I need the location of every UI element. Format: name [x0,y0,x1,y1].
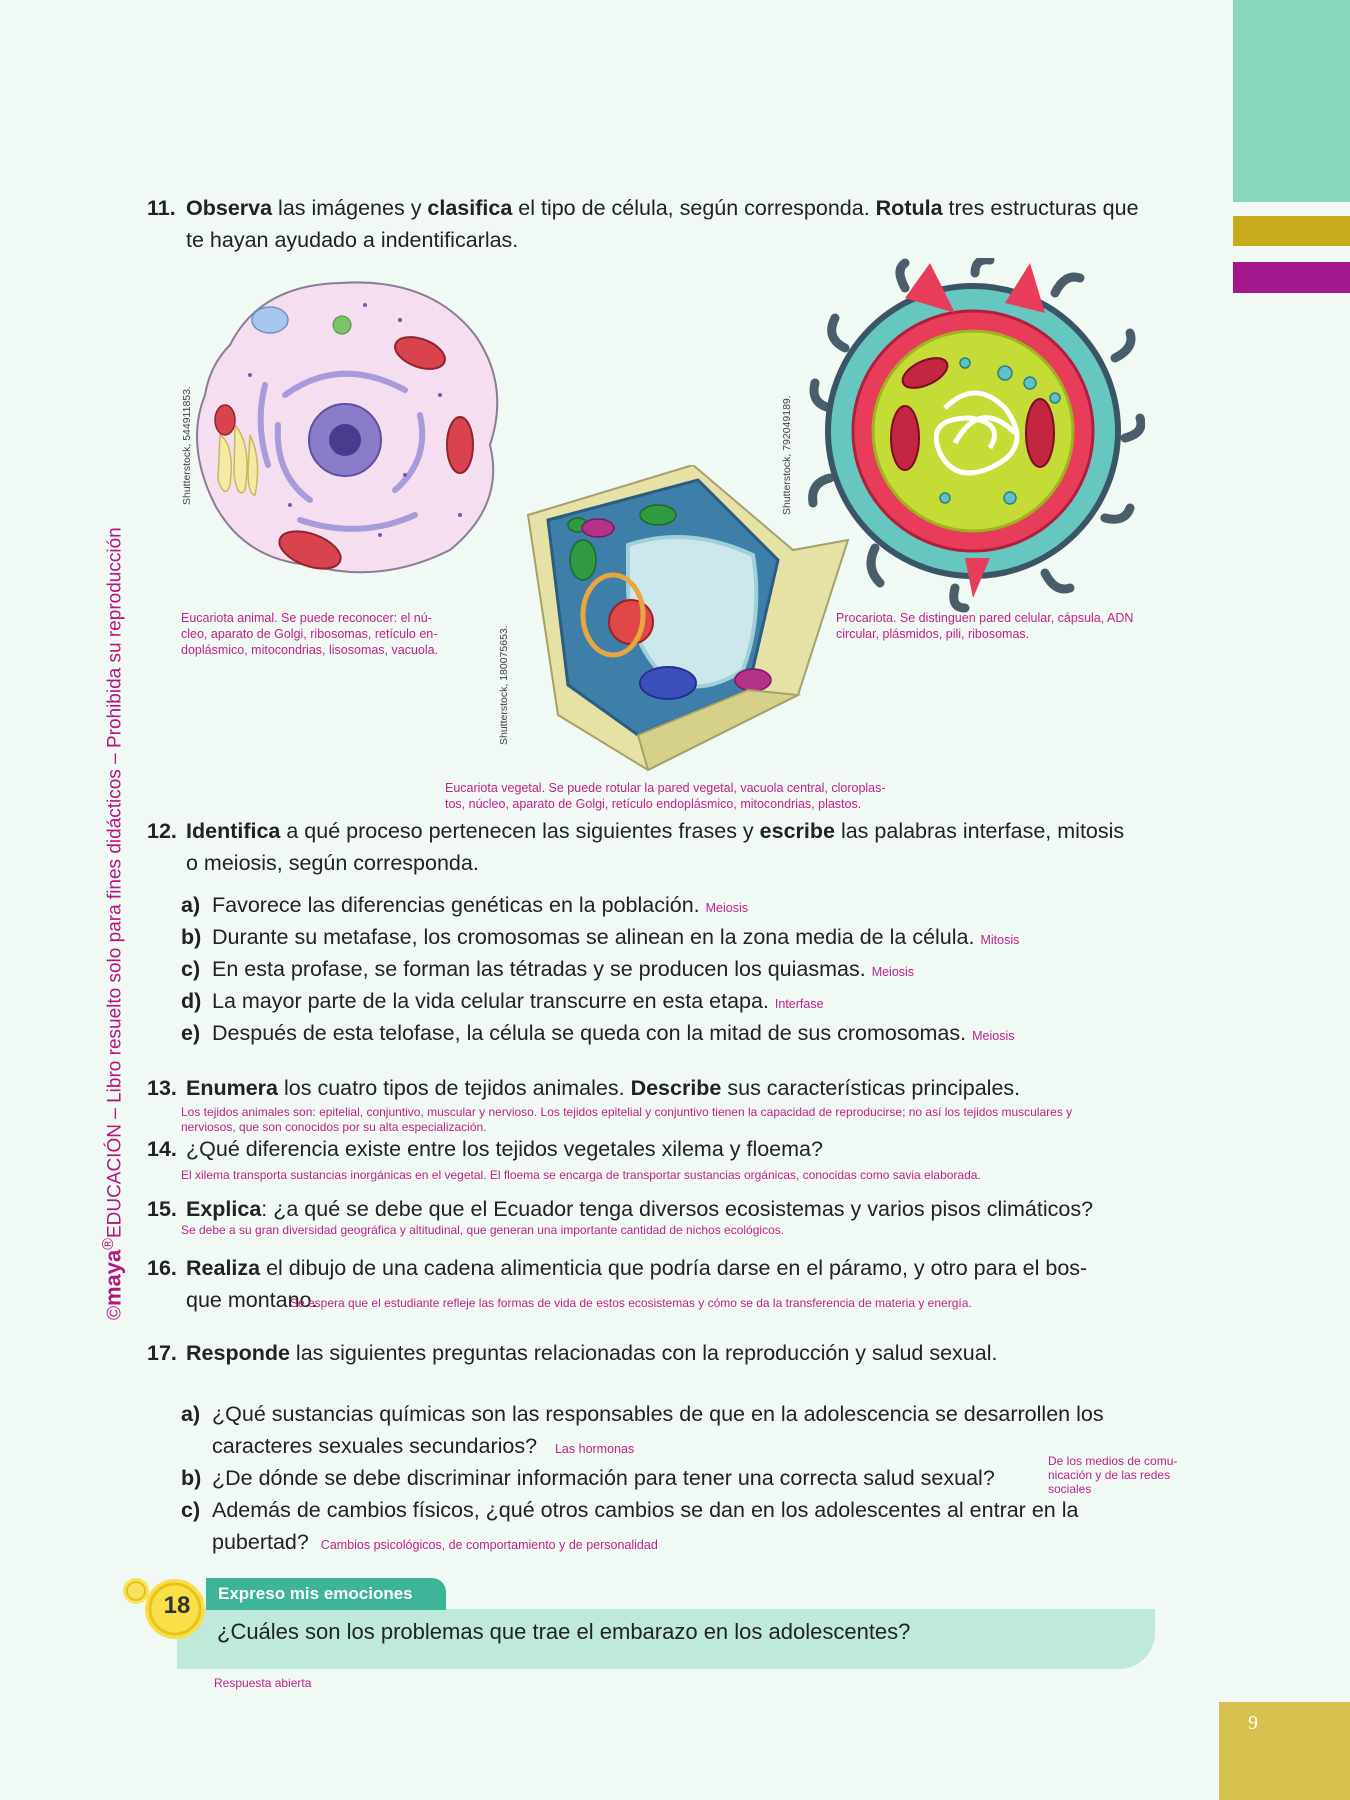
question-number: 13. [147,1076,177,1100]
q17-item-c [181,1494,1157,1558]
verb: Responde [186,1341,290,1365]
item-letter: b) [181,925,202,949]
item-letter: b) [181,1466,202,1490]
text: las siguientes preguntas relacionadas con la reproducción y salud sexual. [289,1341,998,1365]
text: pubertad? [212,1530,309,1554]
q17-item-b [181,1462,1051,1494]
caption-plant [445,780,886,812]
question-number: 12. [147,819,177,843]
emotions-tab [206,1578,446,1610]
image-credit-prokaryote: Shutterstock, 792049189. [781,395,793,515]
text: La mayor parte de la vida celular transcurre en esta etapa. [212,989,769,1013]
text: te hayan ayudado a indentificarlas. [186,228,519,252]
q15-answer: Se debe a su gran diversidad geográfica y altitudinal, que generan una importante cantidad de nichos ecológicos. [181,1223,785,1237]
text: Durante su metafase, los cromosomas se alinean en la zona media de la célula. [212,925,975,949]
q13-answer [181,1105,1181,1135]
question-15 [147,1193,1157,1225]
text: las palabras interfase, mitosis [834,819,1125,843]
caption-line: doplásmico, mitocondrias, lisosomas, vacuola. [181,643,439,657]
answer: Meiosis [972,1029,1015,1043]
verb: clasifica [427,196,513,220]
q18-answer: Respuesta abierta [214,1676,312,1690]
question-13 [147,1072,1157,1104]
answer-line: nerviosos, que son conocidos por su alta especialización. [181,1120,487,1134]
item-letter: c) [181,957,201,981]
q12-item-b [181,921,1131,953]
answer: Mitosis [980,933,1020,947]
verb: Describe [630,1076,722,1100]
brand-logo: maya [100,1249,126,1306]
caption-line: tos, núcleo, aparato de Golgi, retículo endoplásmico, mitocondrias, plastos. [445,797,862,811]
text: : ¿a qué se debe que el Ecuador tenga diversos ecosistemas y varios pisos climáticos? [261,1197,1094,1221]
item-text [212,985,824,1020]
answer-line: sociales [1048,1482,1092,1496]
animal-cell-image [190,275,515,585]
item-letter: d) [181,989,202,1013]
answer: Meiosis [871,965,915,979]
caption-line: circular, plásmidos, pili, ribosomas. [836,627,1030,641]
item-letter: a) [181,893,201,917]
text: a qué proceso pertenecen las siguientes frases y [280,819,760,843]
text: Después de esta telofase, la célula se queda con la mitad de sus cromosomas. [212,1021,967,1045]
text: el tipo de célula, según corresponda. [512,196,876,220]
q12-item-c [181,953,1131,985]
question-number: 14. [147,1137,177,1161]
copyright-symbol: © [104,1306,126,1320]
text: las imágenes y [272,196,428,220]
item-text [212,889,748,924]
answer-line: De los medios de comu- [1048,1454,1178,1468]
text: tres estructuras que [942,196,1139,220]
caption-prokaryote [836,610,1133,642]
question-18-text: ¿Cuáles son los problemas que trae el embarazo en los adolescentes? [217,1619,911,1644]
caption-line: Eucariota vegetal. Se puede rotular la pared vegetal, vacuola central, cloroplas- [445,781,886,795]
caption-line: Eucariota animal. Se puede reconocer: el nú- [181,611,432,625]
item-letter: a) [181,1402,201,1426]
text: ¿Qué sustancias químicas son las responsables de que en la adolescencia se desarrollen los [212,1402,1104,1426]
question-14 [147,1133,1157,1165]
q17-b-answer [1048,1454,1198,1496]
item-text [212,1398,1104,1465]
question-text [186,815,1157,879]
question-17 [147,1337,1157,1369]
verb: Rotula [875,196,943,220]
decor-bar-teal [1233,0,1350,202]
question-number: 17. [147,1341,177,1365]
caption-line: cleo, aparato de Golgi, ribosomas, retículo en- [181,627,438,641]
q12-item-d [181,985,1131,1017]
text: los cuatro tipos de tejidos animales. [278,1076,631,1100]
item-letter: e) [181,1021,201,1045]
question-number: 16. [147,1256,177,1280]
q17-item-a [181,1398,1157,1462]
answer: Cambios psicológicos, de comportamiento y de personalidad [320,1538,658,1552]
q16-answer: Se espera que el estudiante refleje las formas de vida de estos ecosistemas y cómo se da la transferencia de materia y energía. [290,1296,972,1310]
image-credit-animal: Shutterstock, 544911853. [181,386,193,505]
answer-line: nicación y de las redes [1048,1468,1171,1482]
question-12 [147,815,1157,879]
item-text [212,953,914,988]
page-number-box [1219,1702,1350,1800]
text: sus características principales. [721,1076,1021,1100]
text: caracteres sexuales secundarios? [212,1434,538,1458]
verb: escribe [759,819,835,843]
question-11 [147,192,1157,256]
question-text [186,1193,1157,1225]
text: Favorece las diferencias genéticas en la población. [212,893,700,917]
caption-animal [181,610,438,658]
q12-item-e [181,1017,1131,1049]
item-text [212,1494,1078,1561]
decor-bar-gold [1233,216,1350,246]
text: En esta profase, se forman las tétradas y se producen los quiasmas. [212,957,866,981]
text: el dibujo de una cadena alimenticia que podría darse en el páramo, y otro para el bos- [260,1256,1088,1280]
registered-mark: ® [100,1238,117,1250]
image-credit-plant: Shutterstock, 180075653. [498,625,510,745]
answer: Meiosis [705,901,748,915]
text: o meiosis, según corresponda. [186,851,479,875]
question-number: 11. [147,196,176,220]
q14-answer: El xilema transporta sustancias inorgánicas en el vegetal. El floema se encarga de transportar sustancias orgánicas, conocidas como savia elaborada. [181,1168,981,1182]
text: que montano. [186,1288,318,1312]
q12-item-a [181,889,1131,921]
plant-cell-image [518,465,858,775]
text: Además de cambios físicos, ¿qué otros cambios se dan en los adolescentes al entrar en la [212,1498,1079,1522]
verb: Realiza [186,1256,261,1280]
question-text [186,192,1157,256]
answer: Las hormonas [554,1442,635,1456]
question-text [186,1337,1157,1369]
answer: Interfase [774,997,824,1011]
verb: Enumera [186,1076,279,1100]
verb: Observa [186,196,273,220]
question-number: 15. [147,1197,177,1221]
question-text [186,1072,1157,1104]
question-18-number: 18 [163,1592,191,1619]
answer-line: Los tejidos animales son: epitelial, conjuntivo, muscular y nervioso. Los tejidos epitelial y conjuntivo tienen la capacidad de reproducirse; no así los tejidos musculares y [181,1105,1073,1119]
verb: Identifica [186,819,281,843]
caption-line: Procariota. Se distinguen pared celular, cápsula, ADN [836,611,1134,625]
copyright-notice [100,527,126,1320]
item-text [212,921,1019,956]
copyright-text: EDUCACIÓN – Libro resuelto solo para fines didácticos – Prohibida su reproducción [104,527,126,1239]
question-text: ¿Qué diferencia existe entre los tejidos vegetales xilema y floema? [186,1137,823,1161]
item-text [212,1017,1014,1052]
tab-label: Expreso mis emociones [218,1584,413,1603]
decor-bar-magenta [1233,262,1350,293]
page-number: 9 [1248,1712,1258,1734]
verb: Explica [186,1197,262,1221]
item-letter: c) [181,1498,201,1522]
item-text: ¿De dónde se debe discriminar información para tener una correcta salud sexual? [212,1466,995,1490]
